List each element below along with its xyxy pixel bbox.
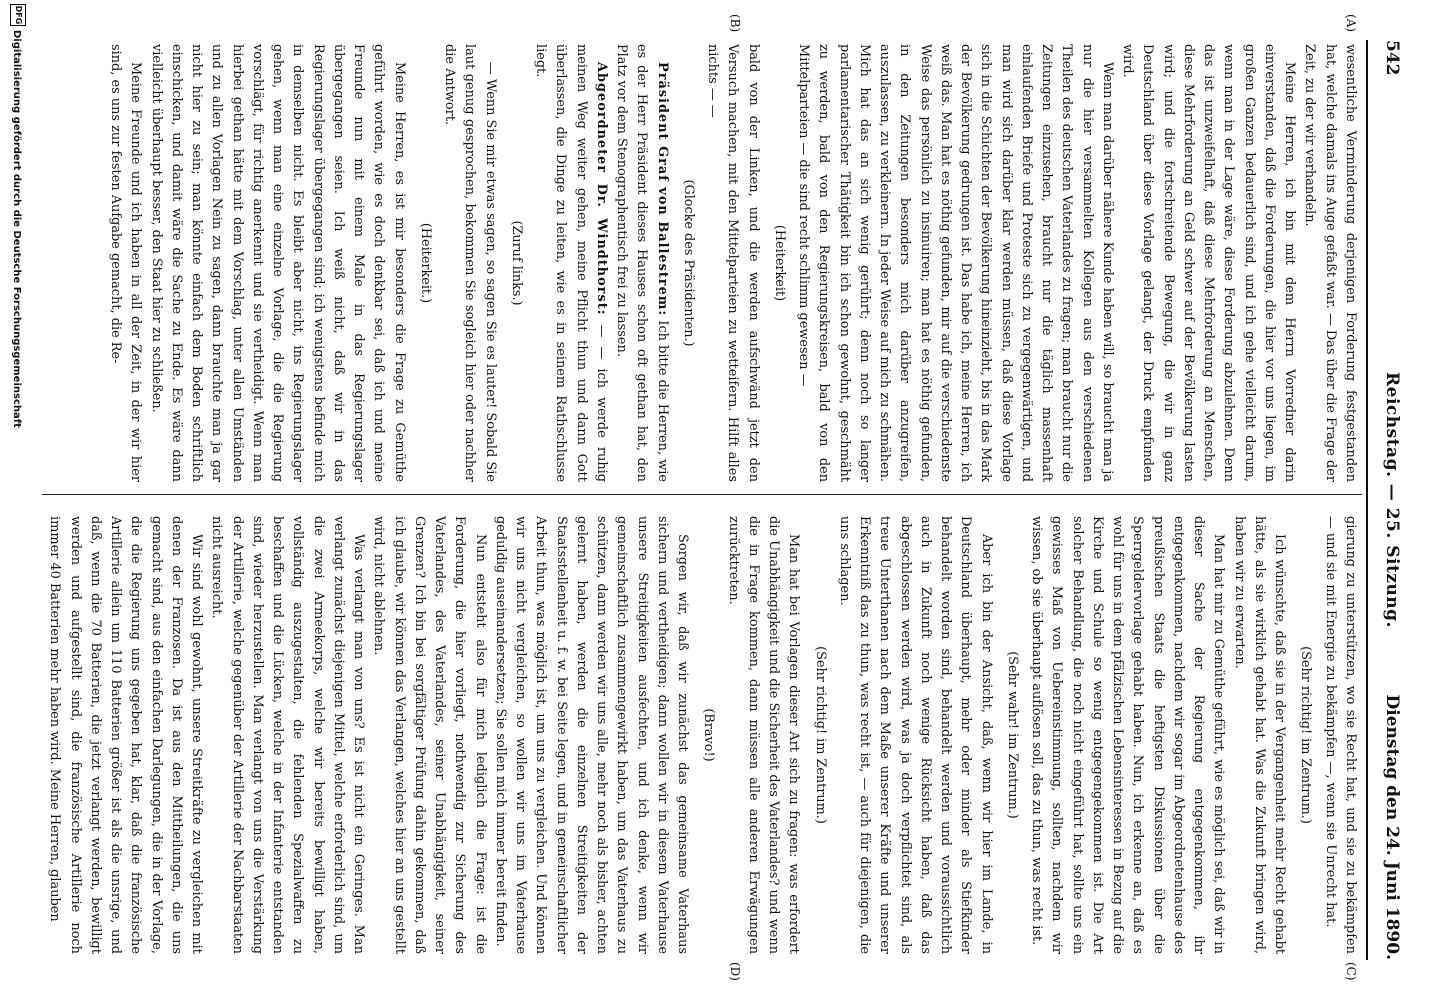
paragraph: Wenn man darüber nähere Kunde haben will, so braucht man ja nur die hier versammelten Kollegen aus den verschiedenen Theilen des deutschen Vaterlandes zu fragen; man braucht nur die Zeitungen einzusehen, braucht nur die täglich massenhaft einlaufenden Briefe und Proteste sich zu vergegenwärtigen, und man wird sich darüber klar werden müssen, daß diese Vorlage sich in die Schichten der Bevölkerung hineinzieht, bis in das Mark der Bevölkerung gedrungen ist. Das habe ich, meine Herren, ich weiß das. Man hat es nöthig gefunden, mir auf die verschiedenste Weise das persönlich zu insinuiren; man hat es nöthig gefunden, in den Zeitungen besonders mich darüber anzugreifen, auszulassen, zu verkleinern. In jeder Weise auf mich zu schmähen. Mich hat das an sich wenig gerührt; denn noch so langer parlamentarischer Thätigkeit bin ich schon gewohnt, geschmäht zu werden, bald von den Regierungskreisen, bald von den Mittelparteien — die sind recht schlimm gewesen — bbox=[796, 44, 1115, 482]
paragraph: Wir sind wohl gewohnt, unsere Streitkräfte zu vergleichen mit denen der Franzosen. Da ist aus den Mittheilungen, die uns gemacht sind, aus den einfachen Darlegungen, die in der Vorlage, die die Regierung uns gegeben hat, klar, daß die französische Artillerie allein um 110 Batterien größer ist als die unsrige, und daß, wenn die 70 Batterien, die jetzt verlangt werden, bewilligt werden und aufgestellt sind, die französische Artillerie noch immer 40 Batterien mehr haben wird. Meine Herren, glauben bbox=[47, 516, 205, 954]
left-column bbox=[105, 44, 1360, 482]
paragraph bbox=[530, 44, 611, 482]
header-rule bbox=[1366, 40, 1368, 960]
speaker-name: Abgeordneter Dr. Windthorst: bbox=[594, 62, 609, 316]
stage-direction: (Heiterkeit.) bbox=[418, 222, 433, 304]
column-divider bbox=[42, 494, 1362, 495]
stage-direction: (Glocke des Präsidenten.) bbox=[681, 179, 696, 347]
page-header bbox=[1374, 40, 1404, 960]
paragraph: Was verlangt man von uns? Es ist nicht ein Geringes. Man verlangt zunächst diejenigen Mittel, welche erforderlich sind, um die zwei Armeekorps, welche wir bereits bewilligt haben, vollständig auszugestalten, die fehlenden Spezialwaffen zu beschaffen und die Lücken, welche in der Infanterie entstanden sind, wieder herzustellen. Man verlangt von uns die Verstärkung der Artillerie, welche gegenüber der Artillerie der Nachbarstaaten nicht ausreicht. bbox=[209, 516, 367, 954]
dfg-logo: DFG bbox=[10, 4, 26, 26]
paragraph bbox=[611, 44, 672, 482]
digitization-credit: Digitalisierung gefördert durch die Deutsche Forschungsgemeinschaft bbox=[11, 30, 22, 428]
stage-direction: (Bravo!) bbox=[701, 708, 717, 762]
page-number: 542 bbox=[1382, 40, 1402, 76]
stage-direction: (Sehr richtig! im Zentrum.) bbox=[812, 646, 828, 824]
paragraph-text: Ich bitte die Herren, wie es der Herr Präsident dieses Hauses schon oft gethan hat, den Platz vor dem Stenographentisch frei zu lassen. bbox=[614, 44, 670, 483]
session-date: Dienstag den 24. Juni 1890. bbox=[1382, 694, 1402, 960]
paragraph: wesentliche Verminderung derjenigen Forderung festgestanden hat, welche damals ins Auge gefaßt war. — Das über die Frage der Zeit, zu der wir verhandeln. bbox=[1302, 44, 1358, 482]
stage-direction: (Heiterkeit) bbox=[772, 224, 787, 302]
paragraph: Nun entsteht also für mich lediglich die Frage: ist die Forderung, die hier vorliegt, nothwendig zur Sicherung des Vaterlandes, des Vaterlandes, seiner Unabhängigkeit, seiner Grenzen? Ich bin bei sorgfältiger Prüfung dahin gekommen, daß ich glaube, wir können das Verlangen, welches hier an uns gestellt wird, nicht ablehnen. bbox=[371, 516, 488, 954]
stage-direction: (Zuruf links.) bbox=[509, 220, 524, 306]
stage-direction: (Sehr richtig! im Zentrum.) bbox=[1298, 646, 1314, 824]
margin-mark-a: (A) bbox=[1344, 14, 1358, 33]
paragraph: gierung zu unterstützen, wo sie Recht hat, und sie zu bekämpfen — und sie mit Energie zu bekämpfen —, wenn sie Unrecht hat. bbox=[1322, 516, 1358, 954]
paragraph: Sorgen wir, daß wir zunächst das gemeinsame Vaterhaus sichern und vertheidigen; dann wollen wir in diesem Vaterhause unsere Streitigkeiten ausfechten, und ich denke, wenn wir gemeinschaftlich zusammengewirkt haben, um das Vaterhaus zu schützen, dann werden wir uns alle, mehr noch als bisher, achten gelernt haben, werden die einzelnen Streitigkeiten der Staatsstellenheit u. f. w. bei Seite legen, und in gemeinschaftlicher Arbeit thun, was möglich ist, um uns zu vergleichen. Und können wir uns nicht vergleichen, so wollen wir uns im Vaterhause geduldig auseinandersetzen; Sie sollen mich immer bereit finden. bbox=[493, 516, 691, 954]
margin-mark-b: (B) bbox=[728, 14, 742, 33]
page-footer bbox=[4, 0, 32, 1000]
page-title: Reichstag. — 25. Sitzung. bbox=[1382, 372, 1402, 628]
right-column bbox=[44, 516, 1360, 954]
paragraph: — Wenn Sie mir etwas sagen, so sagen Sie es lauter! Sobald Sie laut genug gesprochen, bekommen Sie sogleich hier oder nachher die Antwort. bbox=[442, 44, 498, 482]
paragraph: Meine Freunde und ich haben in all der Zeit, in der wir hier sind, es uns zur festen Aufgabe gemacht, die Re- bbox=[108, 44, 144, 482]
stage-direction: (Sehr wahr! im Zentrum.) bbox=[1005, 651, 1020, 819]
margin-mark-c: (C) bbox=[1344, 962, 1358, 981]
paragraph: Aber ich bin der Ansicht, daß, wenn wir hier im Lande, in Deutschland überhaupt, mehr oder minder als Stiefkinder behandelt worden sind, behandelt werden und voraussichtlich auch in Zukunft noch wenige Rücksicht haben, daß das abgeschlossen werden wird, was ja doch verpflichtet sind, als treue Unterthanen nach dem Maße unserer Kräfte und unserer Erkenntniß das zu thun, was recht ist, — auch für diejenigen, die uns schlagen. bbox=[837, 516, 994, 954]
paragraph: Man hat mir zu Gemüthe geführt, wie es möglich sei, daß wir in dieser Sache der Regierung entgegenkommen, ihr entgegenkommen, nachdem wir sogar im Abgeordnetenhause des preußischen Staats die heftigsten Diskussionen über die Sperrgeldervorlage gehabt haben. Nun, ich erkenne an, daß es wohl für uns in dem pfälzischen Lebensinteressen in Bezug auf die Kirche und Schule so wenig entgegengekommen ist. Die Art solcher Behandlung, die noch nicht eingeführt hat, sollte uns ein gewisses Maß von Uebereinstimmung, sollten, nachdem wir wissen, ob sie überhaupt auflösen soll, das zu thun, was recht ist. bbox=[1029, 516, 1227, 954]
speaker-name: Präsident Graf von Ballestrem: bbox=[654, 62, 670, 317]
paragraph: Meine Herren, ich bin mit dem Herrn Vorredner darin einverstanden, daß die Forderungen, die hier vor uns liegen, im großen Ganzen bedauerlich sind, und ich gehe vielleicht darum, wenn man in der Lage wäre, diese Forderung abzulehnen. Denn das ist unzweifelhaft, daß diese Mehrforderung an Menschen, diese Mehrforderung an Geld schwer auf der Bevölkerung lasten wird; und die fortschreitende Bewegung, die wir in ganz Deutschland über diese Vorlage gelangt, der Druck empfunden wird. bbox=[1120, 44, 1298, 482]
paragraph-text: — — ich werde ruhig meinen Weg weiter gehen, meine Pflicht thun und dann Gott überlassen, die Dinge zu leiten, wie es in seinem Rathschlusse liegt. bbox=[533, 44, 609, 482]
paragraph: Meine Herren, es ist mir besonders die Frage zu Gemüthe geführt worden, wie es doch denkbar sei, daß ich und meine Freunde nun mit einem Male in das Regierungslager übergegangen seien. Ich weiß nicht, daß wir in das Regierungslager übergegangen sind; ich wenigstens befinde mich in demselben nicht. Es bleibt aber nicht, ins Regierungslager gehen, wenn man eine einzelne Vorlage, die die Regierung vorschlägt, für richtig anerkennt und sie vertheidigt. Wenn man hierbei gethan hätte mit dem Vorschlag, unter allen Umständen und zu allen Vorlagen Nein zu sagen, dann brauchte man ja gar nicht hier zu sein; man könnte einfach dem Boden schriftlich einschicken, und damit wäre die Sache zu Ende. Es wäre dann vielleicht überhaupt besser, den Staat hier zu schließen. bbox=[148, 44, 407, 482]
paragraph: Man hat bei Vorlagen dieser Art sich zu fragen: was erfordert die Unabhängigkeit und die Sicherheit des Vaterlandes? und wenn die in Frage kommen, dann müssen alle anderen Erwägungen zurücktreten. bbox=[725, 516, 802, 954]
paragraph: bald von der Linken, und die werden aufschwänd jetzt den Versuch machen, mit den Mittelparteien zu wetteifern. Hilft alles nichts — — bbox=[705, 44, 761, 482]
paragraph: Ich wünschte, daß sie in der Vergangenheit mehr Recht gehabt hätte, als sie wirklich gehabt hat. Was die Zukunft bringen wird, haben wir zu erwarten. bbox=[1231, 516, 1288, 954]
margin-mark-d: (D) bbox=[728, 962, 742, 981]
